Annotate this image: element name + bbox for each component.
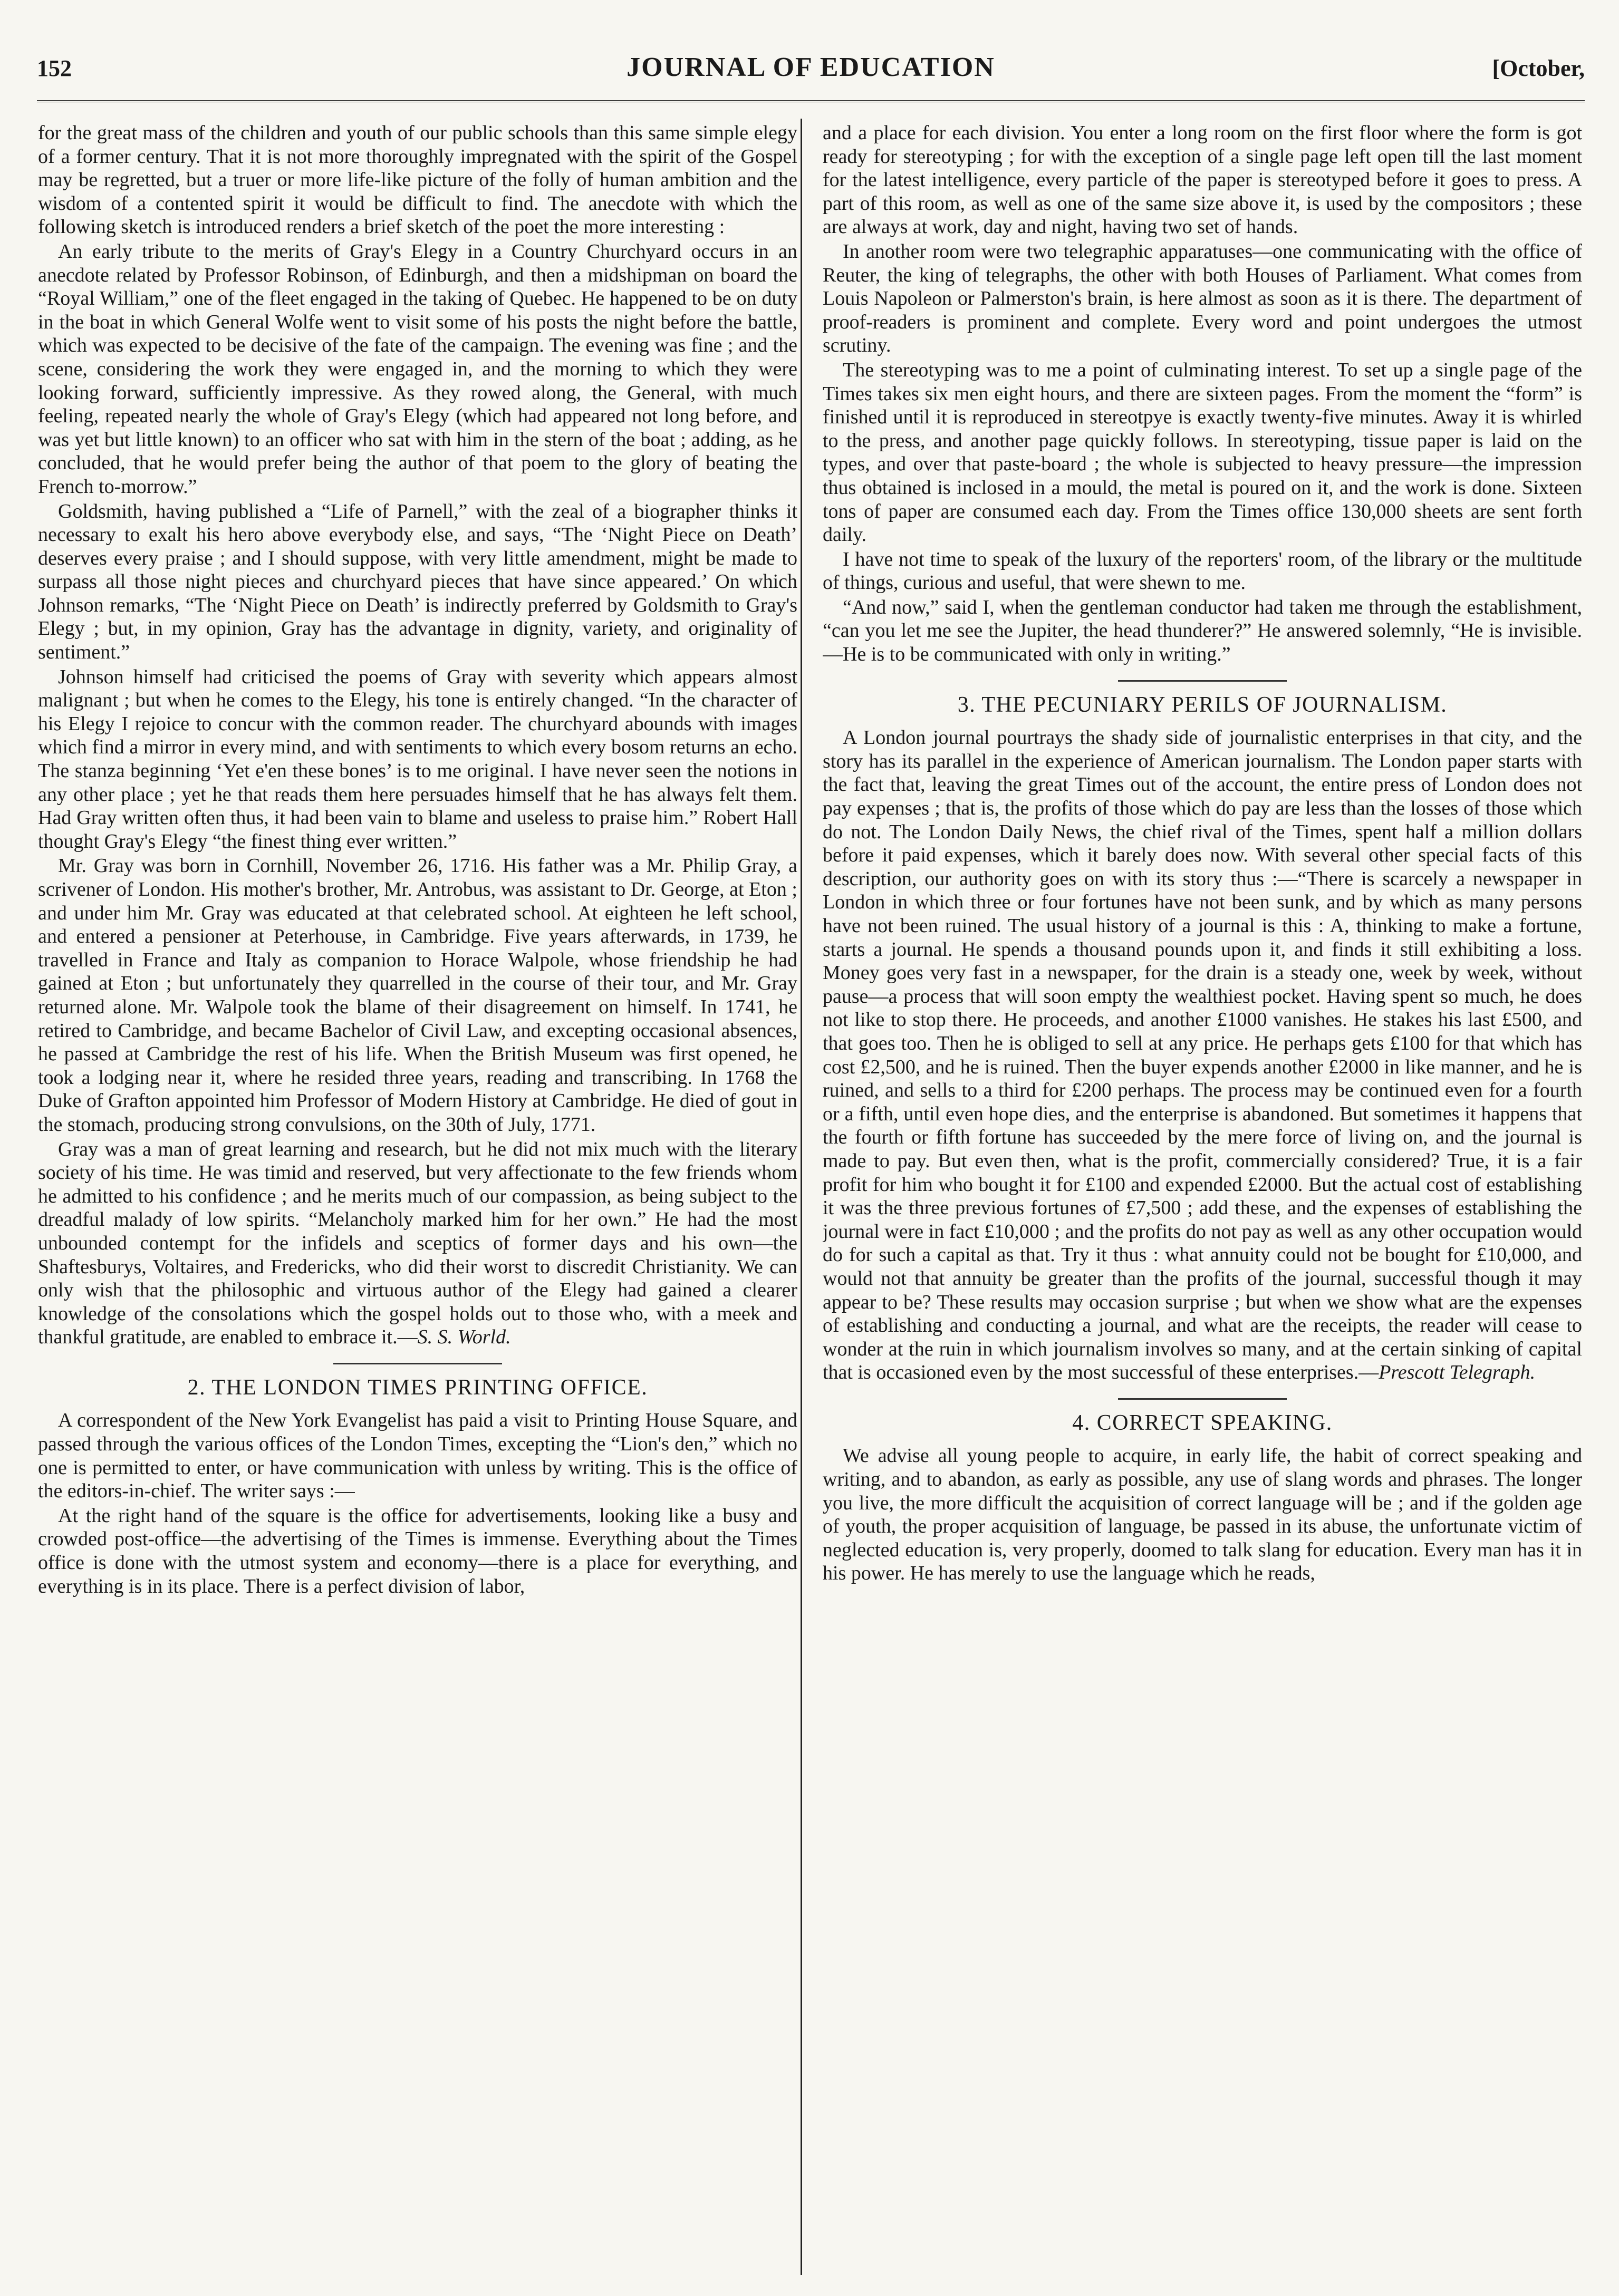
paragraph-text: A London journal pourtrays the shady side of journalistic enterprises in that city, and the story has its parallel in the experience of American journalism. The London paper starts with the fact that, leaving the great Times out of the account, the entire press of London does not pay expenses ; that is, the profits of those which do pay are less than the losses of those which do not. The London Daily News, the chief rival of the Times, spent half a million dollars before it paid expenses, which it barely does now. With several other special facts of this description, our authority goes on with its story thus :—“There is scarcely a newspaper in London in which three or four fortunes have not been sunk, and by which as many persons have not been ruined. The usual history of a journal is this : A, thinking to make a fortune, starts a journal. He spends a thousand pounds upon it, and finds it still exhibiting a loss. Money goes very fast in a newspaper, for the drain is a steady one, week by week, without pause—a process that will soon empty the wealthiest pocket. Having spent so much, he does not like to stop there. He proceeds, and another £1000 vanishes. He stakes his last £500, and that goes too. Then he is obliged to sell at any price. He perhaps gets £100 for that which has cost £2,500, and he is ruined. Then the buyer expends another £2000 in like manner, and he is ruined, and sells to a third for £200 perhaps. The process may be continued even for a fourth or a fifth, until even hope dies, and the enterprise is abandoned. But sometimes it happens that the fourth or fifth fortune has succeeded by the mere force of living on, and the journal is made to pay. But even then, what is the profit, commercially considered? True, it is a fair profit for him who bought it for £100 and expended £2000. But the actual cost of establishing it was the three previous fortunes of £7,500 ; add these, and the expenses of establishing the journal were in fact £10,000 ; and the profits do not pay as well as any other occupation would do for such a capital as that. Try it thus : what annuity could not be bought for £10,000, and would not that annuity be greater than the profits of the journal, successful though it may appear to be? These results may occasion surprise ; but when we show what are the expenses of establishing and conducting a journal, and what are the receipts, the reader will cease to wonder at the ruin in which journalism involves so many, and at the certain sinking of capital that is occasioned even by the most successful of these enterprises.— <box>823 726 1582 1384</box>
paragraph: We advise all young people to acquire, in early life, the habit of correct speaking and writing, and to abandon, as early as possible, any use of slang words and phrases. The longer you live, the more difficult the acquisition of correct language will be ; and if the golden age of youth, the proper acquisition of language, be passed in its abuse, the unfortunate victim of neglected education is, very properly, doomed to talk slang for education. Every man has it in his power. He has merely to use the language which he reads, <box>823 1445 1582 1585</box>
section-heading: 2. THE LONDON TIMES PRINTING OFFICE. <box>187 1375 648 1400</box>
paragraph <box>38 1138 797 1349</box>
running-month: [October, <box>1492 55 1585 81</box>
paragraph: I have not time to speak of the luxury of the reporters' room, of the library or the multitude of things, curious and useful, that were shewn to me. <box>823 548 1582 594</box>
paragraph: A correspondent of the New York Evangelist has paid a visit to Printing House Square, and passed through the various offices of the London Times, excepting the “Lion's den,” which no one is permitted to enter, or have communication with unless by writing. This is the office of the editors-in-chief. The writer says :— <box>38 1409 797 1503</box>
section-heading: 3. THE PECUNIARY PERILS OF JOURNALISM. <box>957 692 1448 717</box>
section-divider <box>1118 680 1287 682</box>
section-divider <box>333 1363 502 1364</box>
section-divider <box>1118 1398 1287 1400</box>
paragraph <box>823 726 1582 1384</box>
paragraph: The stereotyping was to me a point of culminating interest. To set up a single page of the Times takes six men eight hours, and there are sixteen pages. From the moment the “form” is finished until it is reproduced in stereotpye is exactly twenty-five minutes. Away it is whirled to the press, and another page quickly follows. In stereotyping, tissue paper is laid on the types, and over that paste-board ; the whole is subjected to heavy pressure—the impression thus obtained is inclosed in a mould, the metal is poured on it, and the work is done. Sixteen tons of paper are consumed each day. From the Times office 130,000 sheets are sent forth daily. <box>823 359 1582 546</box>
section-heading: 4. CORRECT SPEAKING. <box>1072 1410 1333 1435</box>
page-number: 152 <box>37 55 72 81</box>
paragraph: Johnson himself had criticised the poems of Gray with severity which appears almost malignant ; but when he comes to the Elegy, his tone is entirely changed. “In the character of his Elegy I rejoice to concur with the common reader. The churchyard abounds with images which find a mirror in every mind, and with sentiments to which every bosom returns an echo. The stanza beginning ‘Yet e'en these bones’ is to me original. I have never seen the notions in any other place ; yet he that reads them here persuades himself that he has always felt them. Had Gray written often thus, it had been vain to blame and useless to praise him.” Robert Hall thought Gray's Elegy “the finest thing ever written.” <box>38 665 797 852</box>
paragraph: An early tribute to the merits of Gray's Elegy in a Country Churchyard occurs in an anecdote related by Professor Robinson, of Edinburgh, and then a midshipman on board the “Royal William,” one of the fleet engaged in the taking of Quebec. He happened to be on duty in the boat in which General Wolfe went to visit some of his posts the night before the battle, which was expected to be decisive of the fate of the campaign. The evening was fine ; and the scene, considering the work they were engaged in, and the morning to which they were looking forward, sufficiently impressive. As they rowed along, the General, with much feeling, repeated nearly the whole of Gray's Elegy (which had appeared not long before, and was yet but little known) to an officer who sat with him in the stern of the boat ; adding, as he concluded, that he would prefer being the author of that poem to the glory of beating the French to-morrow.” <box>38 240 797 498</box>
header-rule <box>37 100 1585 102</box>
paragraph: At the right hand of the square is the office for advertisements, looking like a busy and crowded post-office—the advertising of the Times is immense. Everything about the Times office is done with the utmost system and economy—there is a place for everything, and everything is in its place. There is a perfect division of labor, <box>38 1504 797 1597</box>
page-header <box>37 45 1585 93</box>
paragraph: In another room were two telegraphic apparatuses—one communicating with the office of Reuter, the king of telegraphs, the other with both Houses of Parliament. What comes from Louis Napoleon or Palmerston's brain, is here almost as soon as it is there. The department of proof-readers is prominent and complete. Every word and point undergoes the utmost scrutiny. <box>823 240 1582 357</box>
source-attribution: Prescott Telegraph. <box>1379 1361 1536 1384</box>
left-column <box>38 121 797 2272</box>
source-attribution: S. S. World. <box>417 1326 511 1349</box>
column-rule <box>801 119 802 2275</box>
right-column <box>823 121 1582 2272</box>
paragraph: Mr. Gray was born in Cornhill, November 26, 1716. His father was a Mr. Philip Gray, a scrivener of London. His mother's brother, Mr. Antrobus, was assistant to Dr. George, at Eton ; and under him Mr. Gray was educated at that celebrated school. At eighteen he left school, and entered a pensioner at Peterhouse, in Cambridge. Five years afterwards, in 1739, he travelled in France and Italy as companion to Horace Walpole, whose friendship he had gained at Eton ; but unfortunately they quarrelled in the course of their tour, and Mr. Gray returned alone. Mr. Walpole took the blame of their disagreement on himself. In 1741, he retired to Cambridge, and became Bachelor of Civil Law, and excepting occasional absences, he passed at Cambridge the rest of his life. When the British Museum was first opened, he took a lodging near it, where he resided three years, reading and transcribing. In 1768 the Duke of Grafton appointed him Professor of Modern History at Cambridge. He died of gout in the stomach, producing strong convulsions, on the 30th of July, 1771. <box>38 855 797 1136</box>
paragraph: for the great mass of the children and youth of our public schools than this same simple elegy of a former century. That it is not more thoroughly impregnated with the spirit of the Gospel may be regretted, but a truer or more life-like picture of the folly of human ambition and the wisdom of a contented spirit it would be difficult to find. The anecdote with which the following sketch is introduced renders a brief sketch of the poet the more interesting : <box>38 122 797 238</box>
running-title: JOURNAL OF EDUCATION <box>627 52 995 82</box>
paragraph: Goldsmith, having published a “Life of Parnell,” with the zeal of a biographer thinks it necessary to exalt his hero above everybody else, and says, “The ‘Night Piece on Death’ deserves every praise ; and I should suppose, with very little amendment, might be made to surpass all those night pieces and churchyard pieces that have since appeared.’ On which Johnson remarks, “The ‘Night Piece on Death’ is indirectly preferred by Goldsmith to Gray's Elegy ; but, in my opinion, Gray has the advantage in dignity, variety, and originality of sentiment.” <box>38 500 797 664</box>
paragraph-text: Gray was a man of great learning and research, but he did not mix much with the literary society of his time. He was timid and reserved, but very affectionate to the few friends whom he admitted to his confidence ; and he merits much of our compassion, as being subject to the dreadful malady of low spirits. “Melancholy marked him for her own.” He had the most unbounded contempt for the infidels and sceptics of former days and his own—the Shaftesburys, Voltaires, and Fredericks, who did their worst to discredit Christianity. We can only wish that the philosophic and virtuous author of the Elegy had gained a clearer knowledge of the consolations which the gospel holds out to those who, with a meek and thankful gratitude, are enabled to embrace it.— <box>38 1138 797 1349</box>
paragraph: “And now,” said I, when the gentleman conductor had taken me through the establishment, “can you let me see the Jupiter, the head thunderer?” He answered solemnly, “He is invisible.—He is to be communicated with only in writing.” <box>823 596 1582 666</box>
paragraph: and a place for each division. You enter a long room on the first floor where the form is got ready for stereotyping ; for with the exception of a single page left open till the last moment for the latest intelligence, every particle of the paper is stereotyped before it goes to press. A part of this room, as well as one of the same size above it, is used by the compositors ; these are always at work, day and night, having two set of hands. <box>823 122 1582 238</box>
